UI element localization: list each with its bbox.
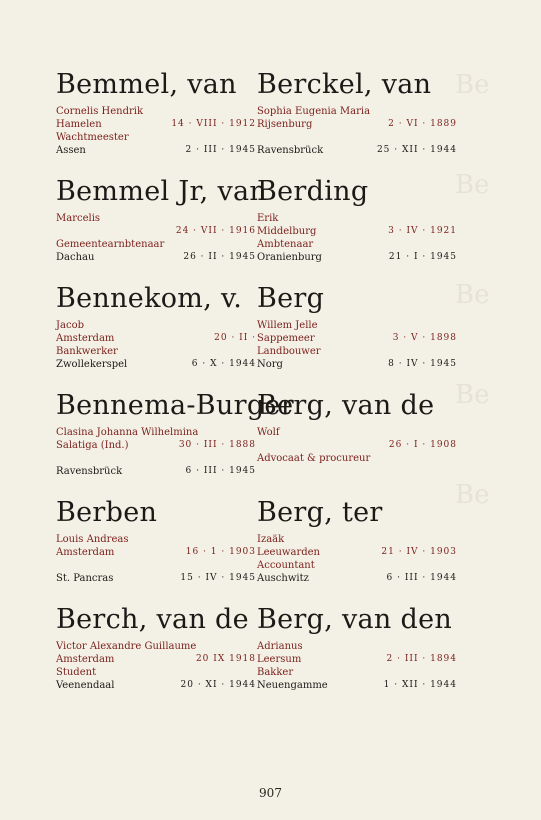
surname: Berckel, van xyxy=(257,69,432,100)
birth-place: Rijsenburg xyxy=(257,119,313,130)
birth-line xyxy=(56,653,256,666)
death-place: Veenendaal xyxy=(56,680,115,691)
birth-place: Sappemeer xyxy=(257,333,315,344)
death-line xyxy=(257,465,457,478)
given-names: Louis Andreas xyxy=(56,534,129,545)
death-place: St. Pancras xyxy=(56,573,114,584)
death-date: 2 · III · 1945 xyxy=(185,145,256,155)
entry xyxy=(257,496,457,603)
entry xyxy=(56,68,256,175)
occupation-line xyxy=(56,345,256,358)
occupation-line xyxy=(56,452,256,465)
given-names: Marcelis xyxy=(56,213,101,224)
entry xyxy=(56,603,256,710)
given-names: Clasina Johanna Wilhelmina xyxy=(56,427,199,438)
occupation: Advocaat & procureur xyxy=(257,453,371,464)
birth-place: Hamelen xyxy=(56,119,102,130)
birth-line xyxy=(257,653,457,666)
death-place: Norg xyxy=(257,359,283,370)
occupation-line xyxy=(56,238,256,251)
birth-line xyxy=(56,332,256,345)
occupation: Bakker xyxy=(257,667,294,678)
surname: Bemmel Jr, van xyxy=(56,176,268,207)
surname: Berch, van de xyxy=(56,604,249,635)
birth-date: 20 · II · xyxy=(214,333,256,343)
entry xyxy=(257,68,457,175)
birth-date: 3 · V · 1898 xyxy=(392,333,457,343)
birth-line xyxy=(257,332,457,345)
given-names: Cornelis Hendrik xyxy=(56,106,144,117)
occupation-line xyxy=(56,131,256,144)
death-date: 6 · III · 1945 xyxy=(185,466,256,476)
given-names: Erik xyxy=(257,213,279,224)
death-line xyxy=(56,465,256,478)
given-names: Izaäk xyxy=(257,534,285,545)
death-place: Zwollekerspel xyxy=(56,359,128,370)
birth-line xyxy=(56,439,256,452)
birth-date: 24 · VII · 1916 xyxy=(175,226,256,236)
death-date: 15 · IV · 1945 xyxy=(180,573,256,583)
occupation: Wachtmeester xyxy=(56,132,129,143)
death-line xyxy=(257,572,457,585)
death-place: Dachau xyxy=(56,252,95,263)
right-column xyxy=(257,68,457,710)
surname: Berg, ter xyxy=(257,497,383,528)
occupation-line xyxy=(257,345,457,358)
birth-place: Leeuwarden xyxy=(257,547,320,558)
death-line xyxy=(257,679,457,692)
birth-place: Middelburg xyxy=(257,226,317,237)
given-names: Victor Alexandre Guillaume xyxy=(56,641,197,652)
death-date: 21 · I · 1945 xyxy=(388,252,457,262)
birth-line xyxy=(56,225,256,238)
occupation-line xyxy=(257,666,457,679)
death-line xyxy=(257,251,457,264)
bleed-through: Be Be Be Be Be xyxy=(455,70,490,510)
entry xyxy=(257,603,457,710)
given-names: Jacob xyxy=(56,320,84,331)
occupation: Accountant xyxy=(257,560,315,571)
surname: Berding xyxy=(257,176,369,207)
birth-place: Amsterdam xyxy=(56,654,115,665)
birth-place: Leersum xyxy=(257,654,302,665)
given-names: Sophia Eugenia Maria xyxy=(257,106,371,117)
entry xyxy=(56,282,256,389)
given-names: Adrianus xyxy=(257,641,303,652)
death-place: Assen xyxy=(56,145,86,156)
birth-place: Salatiga (Ind.) xyxy=(56,440,129,451)
death-place: Oranienburg xyxy=(257,252,322,263)
occupation-line xyxy=(257,559,457,572)
birth-date: 30 · III · 1888 xyxy=(178,440,256,450)
birth-date: 14 · VIII · 1912 xyxy=(171,119,256,129)
occupation-line xyxy=(257,452,457,465)
death-date: 6 · III · 1944 xyxy=(386,573,457,583)
death-place: Ravensbrück xyxy=(56,466,123,477)
entry xyxy=(257,282,457,389)
death-line xyxy=(56,679,256,692)
birth-line xyxy=(257,118,457,131)
entry xyxy=(257,175,457,282)
birth-line xyxy=(257,546,457,559)
death-line xyxy=(257,144,457,157)
birth-date: 2 · VI · 1889 xyxy=(388,119,457,129)
surname: Berg xyxy=(257,283,325,314)
birth-line xyxy=(56,118,256,131)
entry xyxy=(257,389,457,496)
birth-date: 2 · III · 1894 xyxy=(386,654,457,664)
death-line xyxy=(257,358,457,371)
death-date: 1 · XII · 1944 xyxy=(383,680,457,690)
death-place: Neuengamme xyxy=(257,680,328,691)
death-line xyxy=(56,358,256,371)
death-date: 26 · II · 1945 xyxy=(183,252,256,262)
occupation-line xyxy=(257,238,457,251)
occupation-line xyxy=(257,131,457,144)
death-date: 20 · XI · 1944 xyxy=(180,680,256,690)
birth-line xyxy=(56,546,256,559)
death-place: Ravensbrück xyxy=(257,145,324,156)
occupation: Student xyxy=(56,667,97,678)
given-names: Wolf xyxy=(257,427,280,438)
birth-place: Amsterdam xyxy=(56,333,115,344)
surname: Berben xyxy=(56,497,158,528)
death-line xyxy=(56,572,256,585)
occupation: Landbouwer xyxy=(257,346,321,357)
surname: Bennema-Burger xyxy=(56,390,294,421)
birth-date: 21 · IV · 1903 xyxy=(381,547,457,557)
occupation: Gemeentearnbtenaar xyxy=(56,239,165,250)
death-line xyxy=(56,144,256,157)
birth-line xyxy=(257,439,457,452)
birth-date: 16 · 1 · 1903 xyxy=(185,547,256,557)
birth-date: 26 · I · 1908 xyxy=(388,440,457,450)
death-line xyxy=(56,251,256,264)
page-number: 907 xyxy=(259,786,282,800)
birth-date: 3 · IV · 1921 xyxy=(388,226,457,236)
occupation-line xyxy=(56,559,256,572)
death-place: Auschwitz xyxy=(257,573,309,584)
surname: Berg, van de xyxy=(257,390,435,421)
surname: Bennekom, v. xyxy=(56,283,243,314)
death-date: 8 · IV · 1945 xyxy=(388,359,457,369)
death-date: 25 · XII · 1944 xyxy=(376,145,457,155)
occupation: Bankwerker xyxy=(56,346,118,357)
occupation-line xyxy=(56,666,256,679)
death-date: 6 · X · 1944 xyxy=(191,359,256,369)
entry xyxy=(56,496,256,603)
birth-date: 20 IX 1918 xyxy=(195,654,256,664)
given-names: Willem Jelle xyxy=(257,320,318,331)
surname: Bemmel, van xyxy=(56,69,237,100)
birth-line xyxy=(257,225,457,238)
surname: Berg, van den xyxy=(257,604,453,635)
occupation: Ambtenaar xyxy=(257,239,314,250)
birth-place: Amsterdam xyxy=(56,547,115,558)
